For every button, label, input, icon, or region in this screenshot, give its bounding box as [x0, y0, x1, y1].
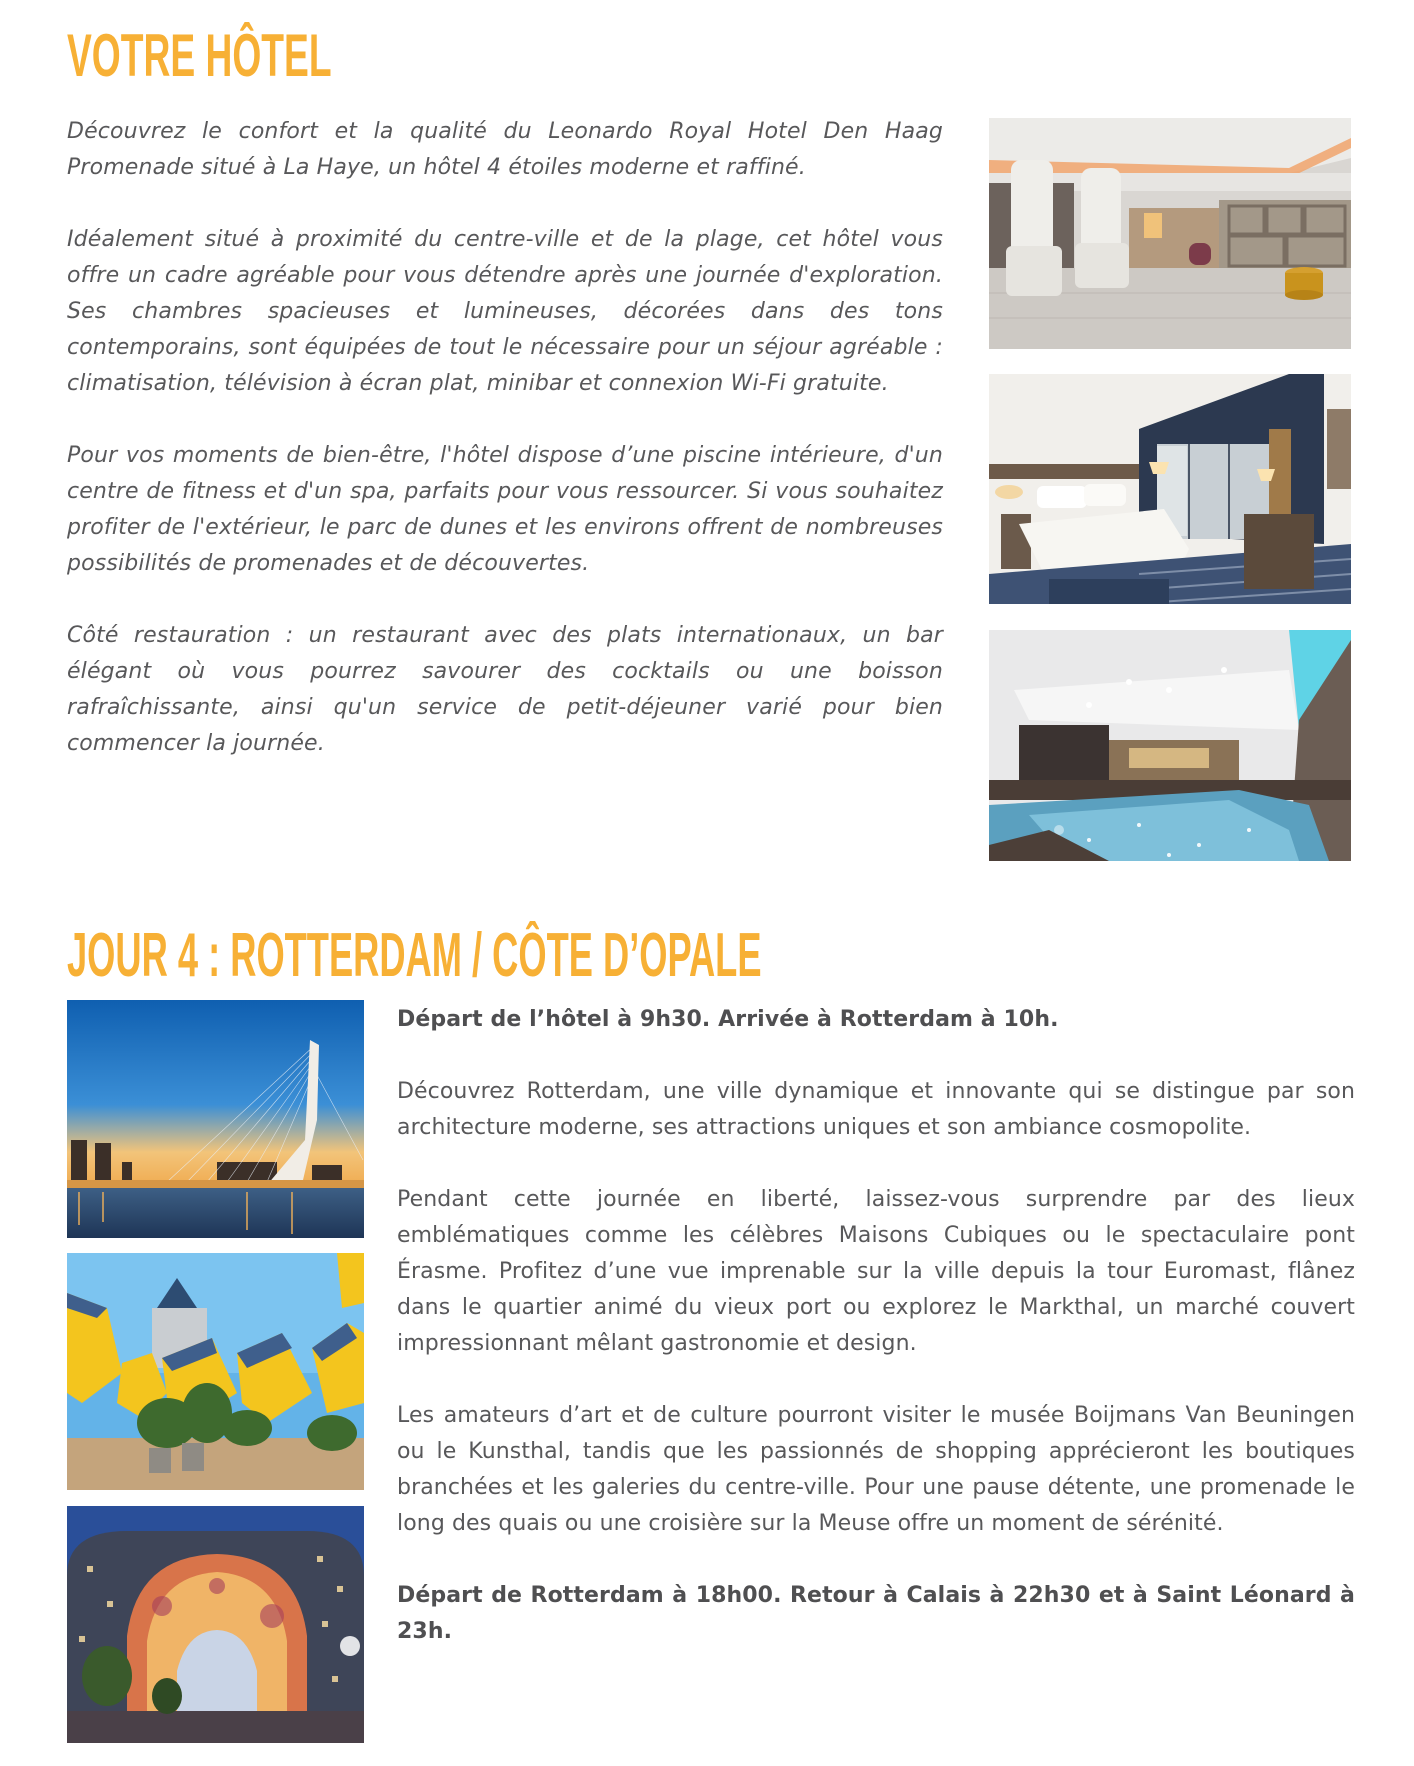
return-info: Départ de Rotterdam à 18h00. Retour à Calais à 22h30 et à Saint Léonard à 23h. — [397, 1583, 1355, 1644]
hotel-paragraph: Pour vos moments de bien-être, l'hôtel dispose d’une piscine intérieure, d'un centre de fitness et d'un spa, parfaits pour vous ressourcer. Si vous souhaitez profiter de l'extérieur, le parc de dunes et les environs offrent de nombreuses possibilités de promenades et de découvertes. — [67, 443, 943, 576]
day-paragraph: Découvrez Rotterdam, une ville dynamique et innovante qui se distingue par son architecture moderne, ses attractions uniques et son ambiance cosmopolite. — [397, 1079, 1355, 1140]
section-title-hotel: VOTRE HÔTEL — [67, 22, 332, 89]
hotel-paragraph: Idéalement situé à proximité du centre-ville et de la plage, cet hôtel vous offre un cadre agréable pour vous détendre après une journée d'exploration. Ses chambres spacieuses et lumineuses, décorées dans des tons contemporains, sont équipées de tout le nécessaire pour un séjour agréable : climatisation, télévision à écran plat, minibar et connexion Wi-Fi gratuite. — [67, 227, 943, 396]
hotel-paragraph: Découvrez le confort et la qualité du Leonardo Royal Hotel Den Haag Promenade situé à La Haye, un hôtel 4 étoiles moderne et raffiné. — [67, 119, 943, 180]
hotel-lobby-photo — [989, 118, 1351, 349]
section-title-day-4: JOUR 4 : ROTTERDAM / CÔTE D’OPALE — [67, 921, 762, 990]
erasmus-bridge-photo — [67, 1000, 364, 1238]
departure-info: Départ de l’hôtel à 9h30. Arrivée à Rotterdam à 10h. — [397, 1007, 1059, 1032]
hotel-description — [67, 114, 943, 798]
day-paragraph: Pendant cette journée en liberté, laissez-vous surprendre par des lieux emblématiques comme les célèbres Maisons Cubiques ou le spectaculaire pont Érasme. Profitez d’une vue imprenable sur la ville depuis la tour Euromast, flânez dans le quartier animé du vieux port ou explorez le Markthal, un marché couvert impressionnant mêlant gastronomie et design. — [397, 1187, 1355, 1356]
cube-houses-photo — [67, 1253, 364, 1490]
day-paragraph: Les amateurs d’art et de culture pourront visiter le musée Boijmans Van Beuningen ou le Kunsthal, tandis que les passionnés de shopping apprécieront les boutiques branchées et les galeries du centre-ville. Pour une pause détente, une promenade le long des quais ou une croisière sur la Meuse offre un moment de sérénité. — [397, 1403, 1355, 1536]
hotel-pool-photo — [989, 630, 1351, 861]
markthal-photo — [67, 1506, 364, 1743]
day-4-description — [397, 1002, 1355, 1686]
hotel-paragraph: Côté restauration : un restaurant avec des plats internationaux, un bar élégant où vous pourrez savourer des cocktails ou une boisson rafraîchissante, ainsi qu'un service de petit-déjeuner varié pour bien commencer la journée. — [67, 623, 943, 756]
hotel-room-photo — [989, 374, 1351, 604]
